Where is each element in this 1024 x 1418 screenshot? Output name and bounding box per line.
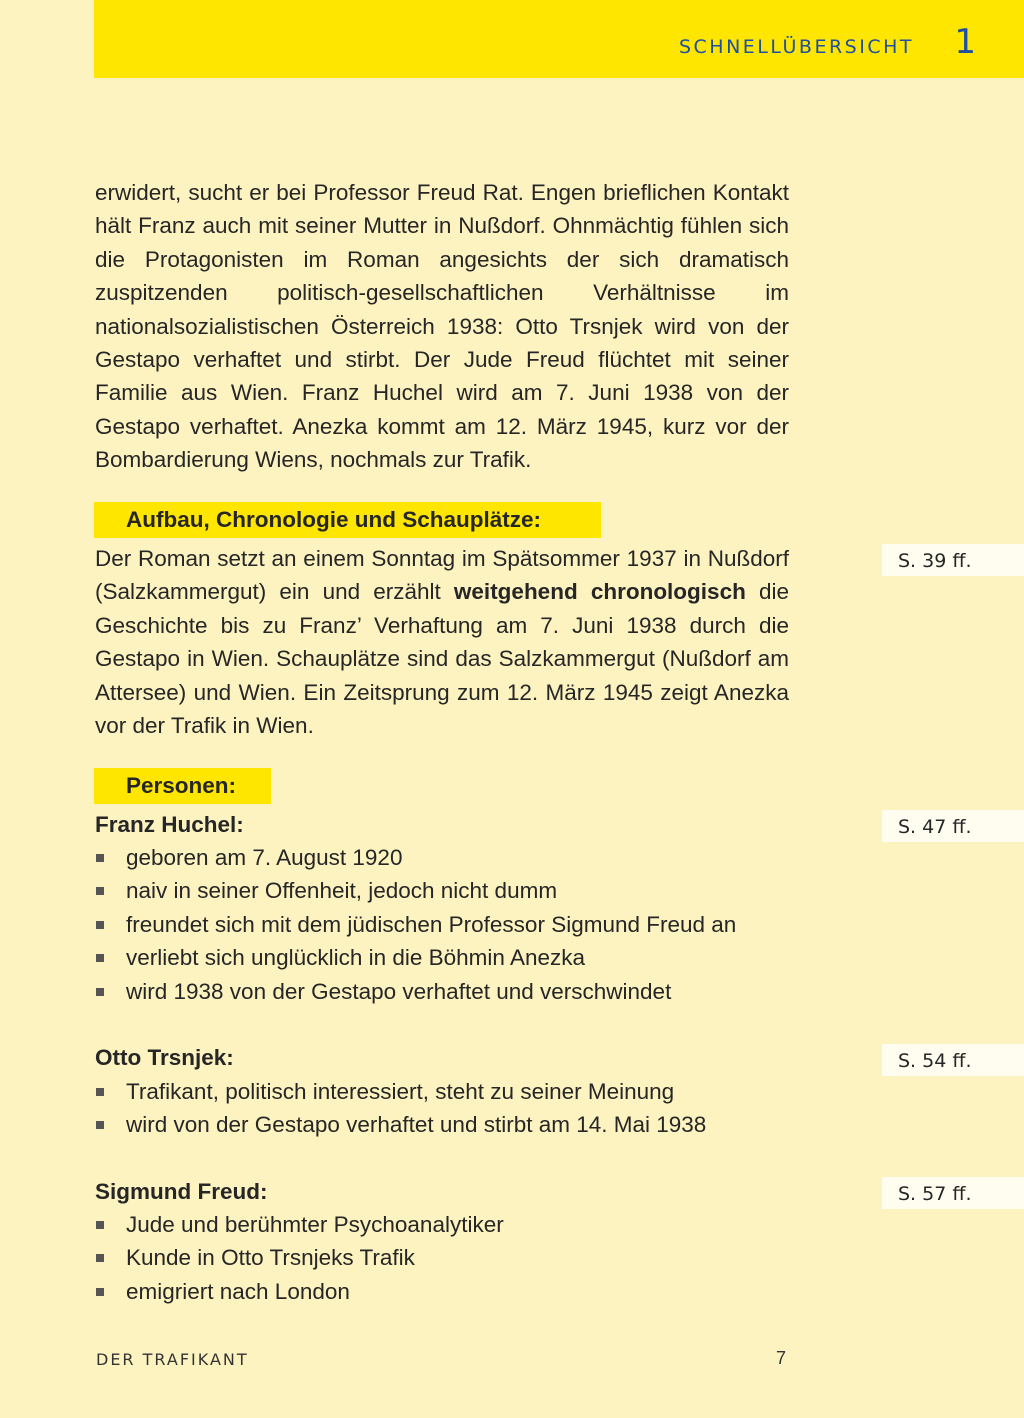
- person-name-otto: Otto Trsnjek:: [95, 1045, 234, 1070]
- page-ref-freud: S. 57 ff.: [882, 1177, 1024, 1209]
- person-name-franz: Franz Huchel:: [95, 812, 244, 837]
- list-item: verliebt sich unglücklich in die Böhmin Anezka: [95, 941, 815, 974]
- footer-book-title: DER TRAFIKANT: [96, 1350, 249, 1369]
- aufbau-heading: Aufbau, Chronologie und Schauplätze:: [94, 502, 601, 538]
- bullet-list-freud: [95, 1208, 815, 1308]
- aufbau-bold-text: weitgehend chronologisch: [453, 579, 746, 605]
- bullet-icon: [96, 954, 104, 962]
- chapter-number: 1: [954, 22, 976, 62]
- list-item: Jude und berühmter Psychoanalytiker: [95, 1208, 815, 1241]
- bullet-icon: [96, 1088, 104, 1096]
- intro-paragraph: erwidert, sucht er bei Professor Freud Rat. Engen brieflichen Kontakt hält Franz auch mit seiner Mutter in Nußdorf. Ohnmächtig fühlen sich die Protagonisten im Roman angesichts der sich dramatisch zuspitzenden politisch-gesellschaftlichen Verhältnisse im nationalsozialistischen Österreich 1938: Otto Trsnjek wird von der Gestapo verhaftet und stirbt. Der Jude Freud flüchtet mit seiner Familie aus Wien. Franz Huchel wird am 7. Juni 1938 von der Gestapo verhaftet. Anezka kommt am 12. März 1945, kurz vor der Bombardierung Wiens, nochmals zur Trafik.: [95, 180, 789, 473]
- aufbau-paragraph: [95, 542, 789, 742]
- page-ref-franz: S. 47 ff.: [882, 810, 1024, 842]
- aufbau-text-1: Der Roman setzt an einem Sonntag im Spätsommer 1937 in Nußdorf (Salzkammergut) ein und erzählt: [95, 546, 789, 605]
- page-ref-otto: S. 54 ff.: [882, 1044, 1024, 1076]
- header-bar: [94, 0, 1024, 78]
- bullet-icon: [96, 1254, 104, 1262]
- list-item: Kunde in Otto Trsnjeks Trafik: [95, 1241, 815, 1274]
- bullet-list-otto: [95, 1075, 815, 1142]
- list-item: wird von der Gestapo verhaftet und stirbt am 14. Mai 1938: [95, 1108, 815, 1141]
- bullet-icon: [96, 887, 104, 895]
- bullet-icon: [96, 854, 104, 862]
- bullet-list-franz: [95, 841, 815, 1008]
- bullet-icon: [96, 1121, 104, 1129]
- page-ref-aufbau: S. 39 ff.: [882, 544, 1024, 576]
- bullet-icon: [96, 1288, 104, 1296]
- list-item: Trafikant, politisch interessiert, steht zu seiner Meinung: [95, 1075, 815, 1108]
- list-item: naiv in seiner Offenheit, jedoch nicht dumm: [95, 874, 815, 907]
- personen-heading: Personen:: [94, 768, 271, 804]
- bullet-icon: [96, 988, 104, 996]
- bullet-icon: [96, 1221, 104, 1229]
- aufbau-text-2: die Geschichte bis zu Franz’ Verhaftung am 7. Juni 1938 durch die Gestapo in Wien. Schauplätze sind das Salzkammergut (Nußdorf am Attersee) und Wien. Ein Zeitsprung zum 12. März 1945 zeigt Anezka vor der Trafik in Wien.: [95, 579, 789, 739]
- page-number: 7: [776, 1348, 787, 1368]
- list-item: geboren am 7. August 1920: [95, 841, 815, 874]
- bullet-icon: [96, 921, 104, 929]
- list-item: emigriert nach London: [95, 1275, 815, 1308]
- list-item: freundet sich mit dem jüdischen Professor Sigmund Freud an: [95, 908, 815, 941]
- section-title: SCHNELLÜBERSICHT: [678, 36, 914, 58]
- list-item: wird 1938 von der Gestapo verhaftet und verschwindet: [95, 975, 815, 1008]
- person-name-freud: Sigmund Freud:: [95, 1179, 268, 1204]
